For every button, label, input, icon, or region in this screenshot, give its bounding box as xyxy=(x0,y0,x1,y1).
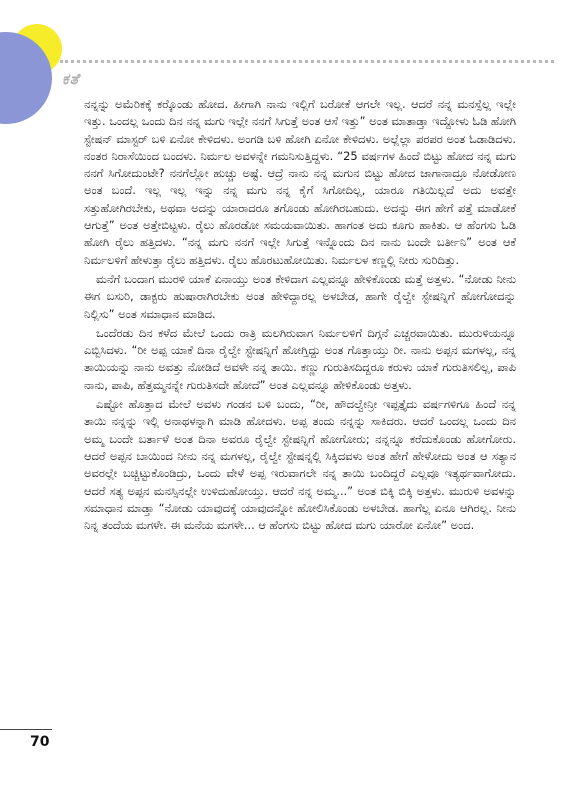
page-number: 70 xyxy=(30,734,50,750)
story-paragraph: ಮನೆಗೆ ಬಂದಾಗ ಮುರಳಿ ಯಾಕೆ ಏನಾಯ್ತು ಅಂತ ಕೇಳಿದಾಗ ಎಲ್ಲವನ್ನೂ ಹೇಳಿಕೊಂಡು ಮತ್ತೆ ಅತ್ತಳು. “ನೋಡು ನೀನು ಈಗ ಬಸುರಿ, ಡಾಕ್ಟರು ಹುಷಾರಾಗಿರಬೇಕು ಅಂತ ಹೇಳಿದ್ದಾರಲ್ಲ ಅಳಬೇಡ, ಹಾಗೇ ರೈಲ್ವೇ ಸ್ಟೇಷನ್ನಿಗೆ ಹೋಗೋದನ್ನು ನಿಲ್ಲಿಸು” ಅಂತ ಸಮಾಧಾನ ಮಾಡಿದ. xyxy=(84,271,516,321)
story-body xyxy=(84,96,516,536)
story-paragraph: ನನ್ನನ್ನು ಅಮೆರಿಕಕ್ಕೆ ಕರ್‍ಕೊಂಡು ಹೋದ. ಹೀಗಾಗಿ ನಾನು ಇಲ್ಲಿಗೆ ಬರೋಕೆ ಆಗಲೇ ಇಲ್ಲ. ಆದರೆ ನನ್ನ ಮನಸ್ಸೆಲ್ಲ ಇಲ್ಲೇ ಇತ್ತು. ಒಂದಲ್ಲ ಒಂದು ದಿನ ನನ್ನ ಮಗು ಇಲ್ಲೇ ನನಗೆ ಸಿಗುತ್ತೆ ಅಂತ ಆಸೆ ಇತ್ತು” ಅಂತ ಮಾತಾಡ್ತಾ ಇದ್ದೋಳು ಓಡಿ ಹೋಗಿ ಸ್ಟೇಷನ್ ಮಾಸ್ಟರ್ ಬಳಿ ಏನೋ ಕೇಳಿದಳು. ಅಂಗಡಿ ಬಳಿ ಹೋಗಿ ಏನೋ ಕೇಳಿದಳು. ಅಲ್ಲೆಲ್ಲಾ ಪರಪರ ಅಂತ ಓಡಾಡಿದಳು. ನಂತರ ನಿರಾಸೆಯಿಂದ ಬಂದಳು. ನಿರ್ಮಲ ಅವಳನ್ನೇ ಗಮನಿಸುತ್ತಿದ್ದಳು. “25 ವರ್ಷಗಳ ಹಿಂದೆ ಬಿಟ್ಟು ಹೋದ ನನ್ನ ಮಗು ನನಗೆ ಸಿಗೋದುಂಟೇ? ನನಗೆಲ್ಲೋ ಹುಚ್ಚು ಅಷ್ಟೆ. ಆದ್ರೆ ನಾನು ನನ್ನ ಮಗುನ ಬಿಟ್ಟು ಹೋದ ಜಾಗಾನಾದ್ರೂ ನೋಡೋಣ ಅಂತ ಬಂದೆ. ಇಲ್ಲ ಇಲ್ಲ ಇನ್ನು ನನ್ನ ಮಗು ನನ್ನ ಕೈಗೆ ಸಿಗೋದಿಲ್ಲ, ಯಾರೂ ಗತಿಯಿಲ್ಲದೆ ಅದು ಅವತ್ತೇ ಸತ್ತುಹೋಗಿರಬೇಕು, ಅಥವಾ ಅದನ್ನು ಯಾರಾದರೂ ತಗೊಂಡು ಹೋಗಿರಬಹುದು. ಅದನ್ನು ಈಗ ಹೇಗೆ ಪತ್ತೆ ಮಾಡೋಕೆ ಆಗುತ್ತೆ” ಅಂತ ಅತ್ತೇಬಿಟ್ಟಳು. ರೈಲು ಹೊರಡೋ ಸಮಯವಾಯಿತು. ಹಾಗಂತ ಅದು ಕೂಗು ಹಾಕಿತು. ಆ ಹೆಂಗಸು ಓಡಿ ಹೋಗಿ ರೈಲು ಹತ್ತಿದಳು. “ನನ್ನ ಮಗು ನನಗೆ ಇಲ್ಲೇ ಸಿಗುತ್ತೆ ಇನ್ನೊಂದು ದಿನ ನಾನು ಬಂದೇ ಬರ್ತೀನಿ” ಅಂತ ಆಕೆ ನಿರ್ಮಲಳಿಗೆ ಹೇಳುತ್ತಾ ರೈಲು ಹತ್ತಿದಳು. ರೈಲು ಹೊರಟುಹೋಯಿತು. ನಿರ್ಮಲಳ ಕಣ್ಣಲ್ಲಿ ನೀರು ಸುರಿದಿತ್ತು. xyxy=(84,97,516,267)
footer-divider xyxy=(0,729,52,730)
story-paragraph: ಒಂದೆರಡು ದಿನ ಕಳೆದ ಮೇಲೆ ಒಂದು ರಾತ್ರಿ ಮಲಗಿರುವಾಗ ನಿರ್ಮಲಳಿಗೆ ದಿಗ್ಗನೆ ಎಚ್ಚರವಾಯಿತು. ಮುರುಳಿಯನ್ನೂ ಎಬ್ಬಿಸಿದಳು. “ರೀ ಅಪ್ಪ ಯಾಕೆ ದಿನಾ ರೈಲ್ವೇ ಸ್ಟೇಷನ್ನಿಗೆ ಹೋಗ್ತಿದ್ದು ಅಂತ ಗೊತ್ತಾಯ್ತು ರೀ. ನಾನು ಅಪ್ಪನ ಮಗಳಲ್ಲ, ನನ್ನ ತಾಯಿಯನ್ನು ನಾನು ಅವತ್ತು ನೋಡಿದೆ ಅವಳೇ ನನ್ನ ತಾಯಿ. ಕಣ್ಣು ಗುರುತಿಸದಿದ್ದರೂ ಕರುಳು ಯಾಕೆ ಗುರುತಿಸಲಿಲ್ಲ, ಪಾಪಿ ನಾನು, ಪಾಪಿ, ಹೆತ್ತಮ್ಮನನ್ನೇ ಗುರುತಿಸದೇ ಹೋದೆ” ಅಂತ ಎಲ್ಲವನ್ನೂ ಹೇಳಿಕೊಂಡು ಅತ್ತಳು. xyxy=(84,325,516,392)
story-paragraph: ಎಷ್ಟೋ ಹೊತ್ತಾದ ಮೇಲೆ ಅವಳು ಗಂಡನ ಬಳಿ ಬಂದು, “ರೀ, ಹೌದಲ್ವೇನ್ರೀ ಇಪ್ಪತ್ತೈದು ವರ್ಷಗಳಿಗೂ ಹಿಂದೆ ನನ್ನ ತಾಯಿ ನನ್ನನ್ನು ಇಲ್ಲಿ ಅನಾಥಳನ್ನಾಗಿ ಮಾಡಿ ಹೋದಳು. ಅಪ್ಪ ತಂದು ನನ್ನನ್ನು ಸಾಕಿದರು. ಆದರೆ ಒಂದಲ್ಲ ಒಂದು ದಿನ ಅಮ್ಮ ಬಂದೇ ಬರ್ತಾಳೆ ಅಂತ ದಿನಾ ಅವರೂ ರೈಲ್ವೇ ಸ್ಟೇಷನ್ನಿಗೆ ಹೋಗೋರು; ನನ್ನನ್ನೂ ಕರೆದುಕೊಂಡು ಹೋಗೋರು. ಆದರೆ ಅಪ್ಪನ ಬಾಯಿಂದ ನೀನು ನನ್ನ ಮಗಳಲ್ಲ, ರೈಲ್ವೇ ಸ್ಟೇಷನ್ನಲ್ಲಿ ಸಿಕ್ಕಿದವಳು ಅಂತ ಹೇಗೆ ಹೇಳೋದು ಅಂತ ಆ ಸತ್ಯಾನ ಅವರಲ್ಲೇ ಬಚ್ಚಿಟ್ಟುಕೊಂಡಿದ್ರು, ಒಂದು ವೇಳೆ ಅಪ್ಪ ಇರುವಾಗಲೇ ನನ್ನ ತಾಯಿ ಬಂದಿದ್ದರೆ ಎಲ್ಲವೂ ಇತ್ಯರ್ಥವಾಗೋದು. ಆದರೆ ಸತ್ಯ ಅಪ್ಪನ ಮನಸ್ಸಿನಲ್ಲೇ ಉಳಿದುಹೋಯ್ತು. ಆದರೆ ನನ್ನ ಅಮ್ಮ...” ಅಂತ ಬಿಕ್ಕಿ ಬಿಕ್ಕಿ ಅತ್ತಳು. ಮುರುಳಿ ಅವಳನ್ನು ಸಮಾಧಾನ ಮಾಡ್ತಾ “ನೋಡು ಯಾವುದಕ್ಕೆ ಯಾವುದನ್ನೋ ಹೋಲಿಸಿಕೊಂಡು ಅಳಬೇಡ. ಹಾಗೆಲ್ಲ ಏನೂ ಆಗಿರಲ್ಲ. ನೀನು ನಿನ್ನ ತಂದೆಯ ಮಗಳೇ. ಈ ಮನೆಯ ಮಗಳೇ... ಆ ಹೆಂಗಸು ಬಿಟ್ಟು ಹೋದ ಮಗು ಯಾರೋ ಏನೋ” ಅಂದ. xyxy=(84,397,516,533)
header-dotted-divider xyxy=(60,60,554,63)
section-label: ಕತೆ xyxy=(62,70,80,88)
